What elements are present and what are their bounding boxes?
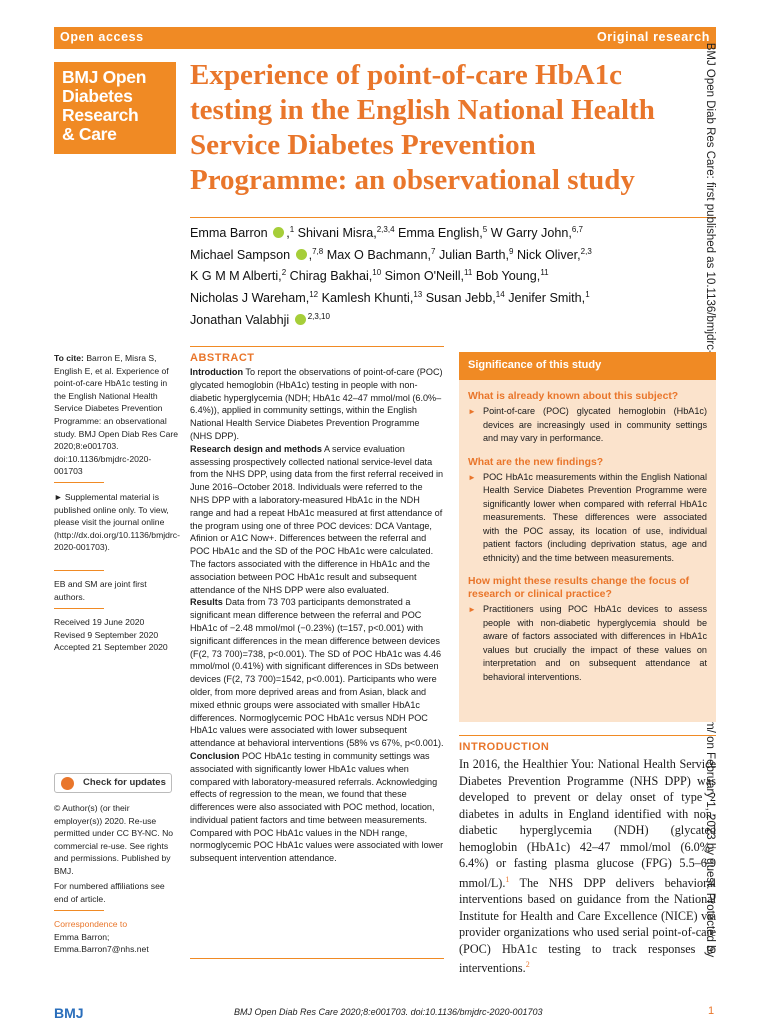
significance-answer: ► Point-of-care (POC) glycated hemoglobin (HbA1c) devices are increasingly used in community settings and may vary in performance. — [468, 405, 707, 446]
logo-line: & Care — [62, 124, 117, 144]
significance-answer: ► POC HbA1c measurements within the English National Health Service Diabetes Prevention Programme were significantly lower when compared with referral HbA1c measurements. These differences were associated with the POC assay, its location of use, individual patient factors (including deprivation status, age and ethnicity) and the time between measurements. — [468, 471, 707, 566]
joint-authors-note: EB and SM are joint first authors. — [54, 579, 147, 602]
copyright-note: © Author(s) (or their employer(s)) 2020. Re-use permitted under CC BY-NC. No commercial re-use. See rights and permissions. Published by BMJ. — [54, 803, 174, 876]
footer-citation: BMJ Open Diab Res Care 2020;8:e001703. doi:10.1136/bmjdrc-2020-001703 — [234, 1007, 543, 1017]
correspondence-block: Correspondence to Emma Barron; Emma.Barron7@nhs.net — [54, 918, 179, 956]
article-type-label: Original research — [596, 30, 710, 44]
divider — [190, 217, 716, 218]
dates-block: Received 19 June 2020 Revised 9 September 2020 Accepted 21 September 2020 — [54, 617, 168, 653]
divider — [190, 346, 444, 347]
check-updates-button[interactable]: Check for updates — [54, 773, 172, 793]
abstract-body: Introduction To report the observations of point-of-care (POC) glycated hemoglobin (HbA1c) testing in people with non-diabetic hyperglycemia (NDH; HbA1c 42–47 mmol/mol (6.0%–6.4%)), applied in community settings, within the English National Health Service Diabetes Prevention Programme (NHS DPP). Research design and methods A service evaluation assessing prospectively collected national service-level data from the NHS DPP, using data from the first referral received in June 2016–October 2018. Individuals were referred to the NHS DPP with a laboratory-measured HbA1c in the NDH range and had a repeat HbA1c measured at first attendance of the program using one of three POC devices: DCA Vantage, Afinion or A1C Now+. Differences between the referral and POC HbA1c and the SD of the POC HbA1c were calculated. The factors associated with the difference in HbA1c and the association between POC HbA1c result and subsequent attendance of the NHS DPP were also evaluated. Results Data from 73 703 participants demonstrated a significant mean difference between the referral and POC HbA1c of −2.48 mmol/mol (−0.23%) (t=157, p<0.001) with significant differences in the mean difference between devices (F(2, 73 700)=738, p<0.001). The SD of POC HbA1c was 4.46 mmol/mol (0.41%) with significant differences in SDs between devices (F(2, 73 700)=1542, p<0.001). Participants who were older, from more deprived areas and from Asian, black and mixed ethnic groups were associated with smaller HbA1c differences. Normoglycemic POC HbA1c versus NDH POC HbA1c values were associated with lower subsequent attendance at behavioral interventions (58% vs 67%, p<0.001). Conclusion POC HbA1c testing in community settings was associated with significantly lower HbA1c values when compared with laboratory-measured referrals. Acknowledging effects of regression to the mean, we found that these differences were also associated with POC method, location, individual patient factors and time between measurements. Compared with POC HbA1c values in the NDH range, normoglycemic POC HbA1c values were associated with lower subsequent intervention attendance. — [190, 367, 444, 864]
divider — [54, 910, 104, 911]
author-list: Emma Barron ,$^1$ Shivani Misra,$^{2,3,4}$ Emma English,$^5$ W Garry John,$^{6,7}$ Michael Sampson ,$^{7,8}$ Max O Bachmann,$^7$ Julian Barth,$^9$ Nick Oliver,$^{2,3}$ K G M M Alberti,$^2$ Chirag Bakhai,$^{10}$ Simon O'Neill,$^{11}$ Bob Young,$^{11}$ Nicholas J Wareham,$^{12}$ Kamlesh Khunti,$^{13}$ Susan Jebb,$^{14}$ Jenifer Smith,$^1$ Jonathan Valabhji $^{2,3,10}$ — [190, 225, 592, 327]
divider — [54, 482, 104, 483]
bmj-logo: BMJ — [54, 1005, 84, 1021]
significance-box — [459, 352, 716, 722]
introduction-heading: INTRODUCTION — [459, 741, 550, 753]
orcid-icon[interactable] — [273, 227, 284, 238]
logo-line: Diabetes — [62, 86, 133, 106]
open-access-label: Open access — [60, 30, 144, 44]
divider — [459, 735, 716, 736]
significance-question: How might these results change the focus of research or clinical practice? — [468, 576, 690, 600]
reference-link[interactable]: 1 — [505, 874, 510, 884]
significance-heading: Significance of this study — [459, 352, 716, 380]
update-icon — [61, 777, 74, 790]
significance-question: What is already known about this subject? — [468, 391, 679, 402]
supplemental-note: ► Supplemental material is published online only. To view, please visit the journal online (http://dx.doi.org/10.1136/bmjdrc-2020-001703). — [54, 492, 180, 553]
email-link[interactable]: Emma.Barron7@nhs.net — [54, 944, 149, 955]
orcid-icon[interactable] — [296, 249, 307, 260]
significance-question: What are the new findings? — [468, 456, 604, 468]
page-number: 1 — [708, 1005, 715, 1017]
divider — [190, 958, 444, 959]
abstract-heading: ABSTRACT — [190, 352, 255, 364]
significance-answer: ► Practitioners using POC HbA1c devices to assess people with non-diabetic hyperglycemia should be aware of factors associated with differences in HbA1c values but crucially the impact of these values on interpretation and on subsequent attendance at behavioral interventions. — [468, 603, 707, 684]
orcid-icon[interactable] — [295, 314, 306, 325]
logo-line: Research — [62, 105, 139, 125]
divider — [54, 570, 104, 571]
cite-block: To cite: Barron E, Misra S, English E, et al. Experience of point-of-care HbA1c testing in the English National Health Service Diabetes Prevention Programme: an observational study. BMJ Open Diab Res Care 2020;8:e001703. doi:10.1136/bmjdrc-2020-001703 — [54, 353, 179, 477]
reference-link[interactable]: 2 — [525, 960, 530, 970]
affiliations-note: For numbered affiliations see end of article. — [54, 881, 165, 904]
divider — [54, 608, 104, 609]
article-title: Experience of point-of-care HbA1c testing in the English National Health Service Diabetes Prevention Programme: an observational study — [190, 59, 655, 196]
logo-line: BMJ Open — [62, 67, 147, 87]
journal-logo — [54, 62, 176, 154]
header-bar — [54, 27, 716, 49]
introduction-body: In 2016, the Healthier You: National Health Service Diabetes Prevention Programme (NHS DPP) was developed to prevent or delay onset of type 2 diabetes in adults in England identified with non-diabetic hyperglycemia (NDH) (glycated hemoglobin (HbA1c) 42–47 mmol/mol (6.0%–6.4%) or fasting plasma glucose (FPG) 5.5–6.9 mmol/L).$^1$ The NHS DPP delivers behavioral interventions based on guidance from the National Institute for Health and Care Excellence (NICE) via provider organizations who used serial point-of-care (POC) HbA1c testing to track responses to interventions.$^2$ — [459, 757, 717, 976]
